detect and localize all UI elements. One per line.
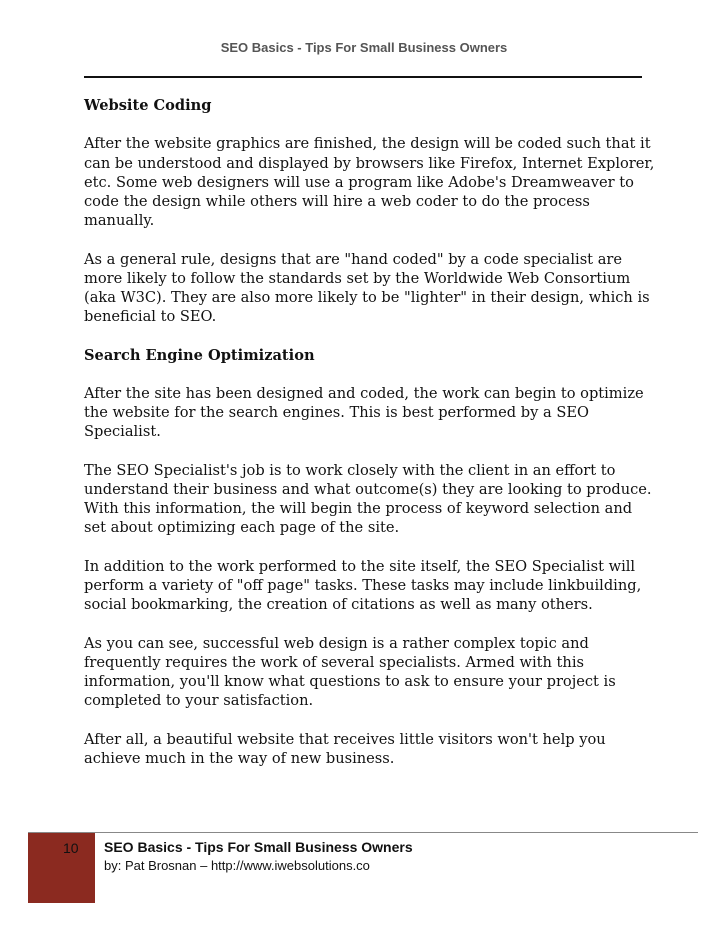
header-divider	[84, 76, 642, 78]
paragraph: After the website graphics are finished, the design will be coded such that it can be understood and displayed by browsers like Firefox, Internet Explorer, etc. Some web designers will use a program like Adobe's Dreamweaver to code the design while others will hire a web coder to do the process manually.	[84, 135, 655, 230]
footer-divider	[28, 832, 698, 833]
page-content	[84, 96, 656, 787]
section-heading-website-coding: Website Coding	[84, 97, 212, 114]
paragraph: The SEO Specialist's job is to work closely with the client in an effort to understand their business and what outcome(s) they are looking to produce. With this information, the will begin the process of keyword selection and set about optimizing each page of the site.	[84, 461, 652, 537]
footer-title: SEO Basics - Tips For Small Business Owners	[104, 839, 413, 855]
paragraph: In addition to the work performed to the site itself, the SEO Specialist will perform a variety of "off page" tasks. These tasks may include linkbuilding, social bookmarking, the creation of citations as well as many others.	[84, 557, 642, 614]
page-number: 10	[63, 840, 79, 856]
section-heading-seo: Search Engine Optimization	[84, 346, 315, 364]
paragraph: As you can see, successful web design is a rather complex topic and frequently requires the work of several specialists. Armed with this information, you'll know what questions to ask to ensure your project is completed to your satisfaction.	[84, 634, 616, 710]
page-header-title: SEO Basics - Tips For Small Business Owners	[220, 40, 508, 55]
paragraph: After all, a beautiful website that receives little visitors won't help you achieve much in the way of new business.	[84, 730, 606, 767]
paragraph: After the site has been designed and coded, the work can begin to optimize the website for the search engines. This is best performed by a SEO Specialist.	[84, 384, 644, 441]
footer-byline: by: Pat Brosnan – http://www.iwebsolutions.co	[104, 858, 370, 873]
paragraph: As a general rule, designs that are "hand coded" by a code specialist are more likely to follow the standards set by the Worldwide Web Consortium (aka W3C). They are also more likely to be "lighter" in their design, which is beneficial to SEO.	[84, 250, 650, 326]
